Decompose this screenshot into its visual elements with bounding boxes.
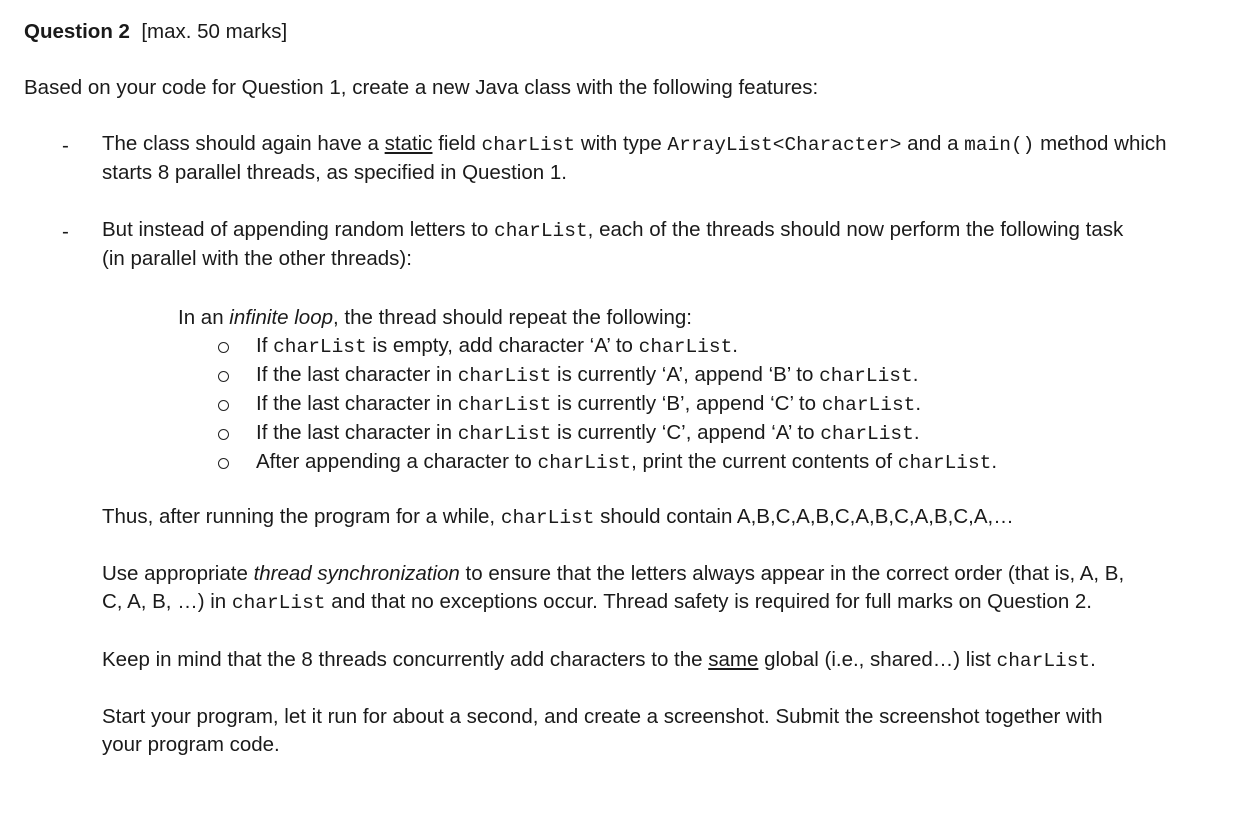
keep-text-a: Keep in mind that the 8 threads concurrently add characters to the — [102, 648, 709, 671]
bullet-circle-icon — [218, 429, 229, 440]
loop-item-code2: charList — [820, 423, 914, 445]
feature-2-code-charlist: charList — [494, 220, 588, 242]
question-heading — [24, 20, 287, 44]
loop-item-text-a: After appending a character to — [256, 450, 538, 473]
loop-item-code2: charList — [897, 452, 992, 474]
bullet-circle-icon — [218, 400, 229, 411]
loop-item-code: charList — [273, 336, 367, 358]
sync-em: thread synchronization — [253, 562, 460, 585]
feature-2-dash: - — [62, 220, 69, 243]
loop-item — [256, 334, 738, 358]
feature-1-code-main: main() — [964, 134, 1035, 156]
feature-2-line2: (in parallel with the other threads): — [102, 247, 412, 270]
keep-underline-same: same — [708, 648, 759, 671]
sync-paragraph — [102, 560, 1124, 617]
sync-text-d: and that no exceptions occur. Thread safety is required for full marks on Question 2. — [325, 590, 1093, 613]
loop-intro — [178, 306, 692, 330]
start-line2: your program code. — [102, 733, 280, 756]
feature-2-text-a: But instead of appending random letters to — [102, 218, 495, 241]
bullet-circle-icon — [218, 371, 229, 382]
keep-paragraph — [102, 648, 1096, 672]
sync-text-b: to ensure that the letters always appear in the correct order (that is, A, B, — [459, 562, 1125, 585]
start-line1: Start your program, let it run for about a second, and create a screenshot. Submit the screenshot together with — [102, 705, 1103, 728]
feature-1-text-a: The class should again have a — [102, 132, 385, 155]
bullet-circle-icon — [218, 458, 229, 469]
feature-1-static: static — [384, 132, 433, 155]
loop-item — [256, 363, 918, 387]
loop-item-code2: charList — [821, 394, 916, 416]
loop-item — [256, 450, 997, 474]
feature-1-line2: starts 8 parallel threads, as specified in Question 1. — [102, 161, 567, 184]
loop-item-text-b: is currently ‘B’, append ‘C’ to — [551, 392, 822, 415]
bullet-circle-icon — [218, 342, 229, 353]
keep-text-b: global (i.e., shared…) list — [758, 648, 997, 671]
loop-item-code: charList — [457, 394, 552, 416]
feature-1-text-c: with type — [575, 132, 668, 155]
keep-code: charList — [996, 650, 1091, 672]
loop-item-text-c: . — [915, 392, 922, 415]
feature-2-text-b: , each of the threads should now perform the following task — [587, 218, 1124, 241]
loop-item-text-b: , print the current contents of — [631, 450, 898, 473]
sync-code: charList — [231, 592, 326, 614]
loop-item-code2: charList — [819, 365, 913, 387]
feature-1-text-d: and a — [901, 132, 965, 155]
loop-item — [256, 392, 921, 416]
loop-item-text-a: If the last character in — [256, 392, 458, 415]
feature-1-text-e: method which — [1034, 132, 1167, 155]
question-marks: [max. 50 marks] — [141, 20, 288, 43]
loop-intro-b: , the thread should repeat the following: — [333, 306, 693, 329]
thus-code: charList — [500, 507, 595, 529]
loop-item-text-b: is currently ‘C’, append ‘A’ to — [551, 421, 821, 444]
loop-item-text-c: . — [991, 450, 998, 473]
loop-item-text-c: . — [912, 363, 919, 386]
start-paragraph — [102, 703, 1103, 759]
loop-item-code2: charList — [638, 336, 733, 358]
intro-text: Based on your code for Question 1, create a new Java class with the following features: — [24, 76, 819, 99]
question-title: Question 2 — [24, 20, 130, 43]
thus-paragraph — [102, 505, 1014, 529]
loop-intro-em: infinite loop — [229, 306, 334, 329]
thus-text-b: should contain A,B,C,A,B,C,A,B,C,A,B,C,A,… — [594, 505, 1014, 528]
feature-1-text-b: field — [432, 132, 482, 155]
loop-item — [256, 421, 920, 445]
feature-1 — [102, 130, 1167, 187]
loop-item-text-a: If — [256, 334, 274, 357]
loop-intro-a: In an — [178, 306, 230, 329]
loop-item-text-a: If the last character in — [256, 421, 458, 444]
feature-1-code-charlist: charList — [481, 134, 576, 156]
loop-item-text-b: is currently ‘A’, append ‘B’ to — [551, 363, 820, 386]
feature-2 — [102, 216, 1123, 273]
thus-text-a: Thus, after running the program for a while, — [102, 505, 501, 528]
sync-text-a: Use appropriate — [102, 562, 254, 585]
loop-item-code: charList — [537, 452, 632, 474]
loop-item-code: charList — [457, 365, 552, 387]
loop-item-code: charList — [457, 423, 552, 445]
feature-1-code-arraylist: ArrayList<Character> — [667, 134, 902, 156]
keep-text-c: . — [1090, 648, 1096, 671]
sync-text-c: C, A, B, …) in — [102, 590, 232, 613]
loop-item-text-c: . — [732, 334, 738, 357]
loop-item-text-a: If the last character in — [256, 363, 458, 386]
feature-1-dash: - — [62, 134, 69, 157]
loop-item-text-b: is empty, add character ‘A’ to — [366, 334, 639, 357]
loop-item-text-c: . — [913, 421, 920, 444]
